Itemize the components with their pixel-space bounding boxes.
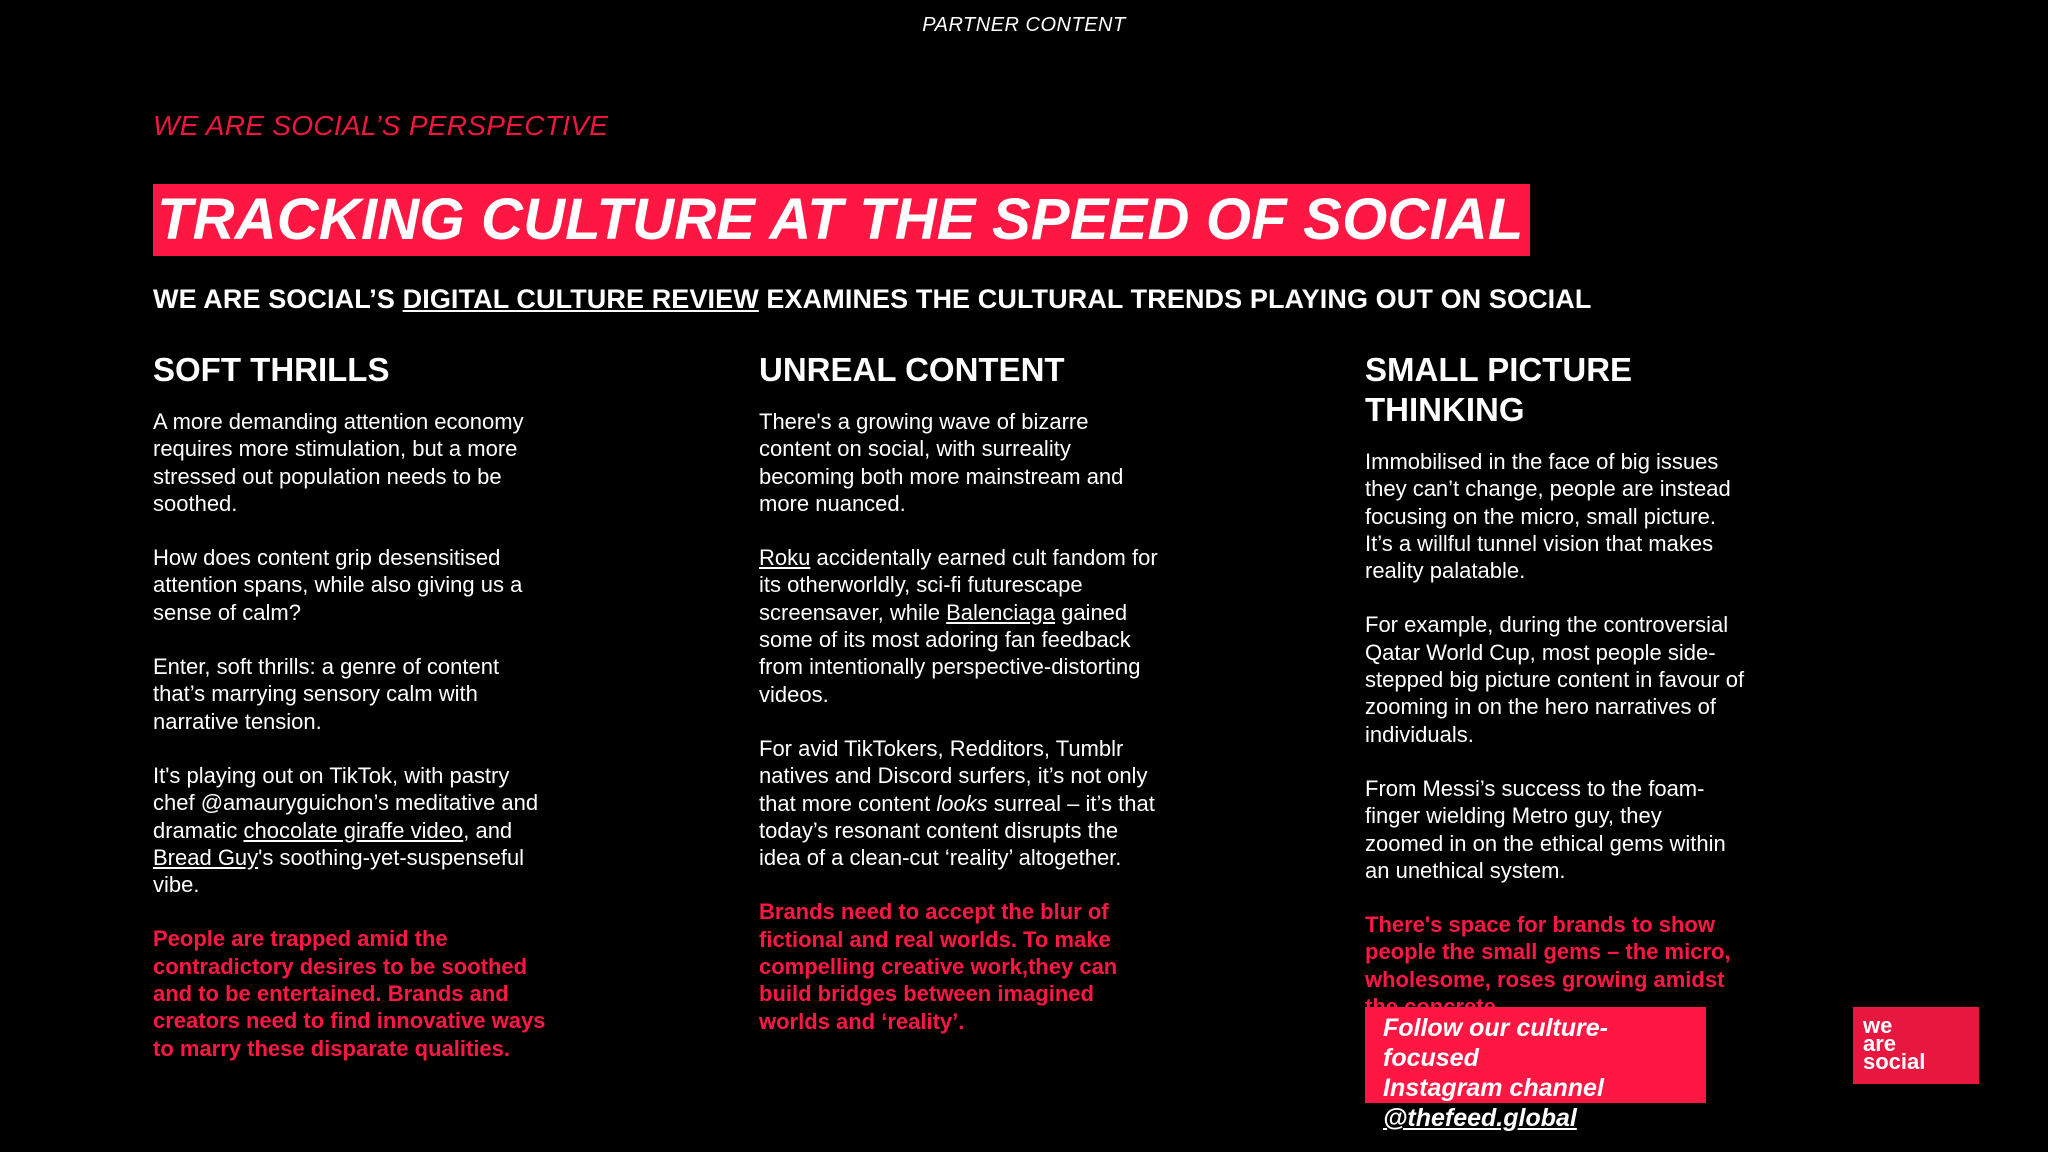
paragraph: A more demanding attention economy requires more stimulation, but a more stressed out population needs to be soothed.: [153, 409, 524, 516]
paragraph: How does content grip desensitised attention spans, while also giving us a sense of calm?: [153, 545, 523, 625]
balenciaga-link[interactable]: Balenciaga: [946, 599, 1055, 625]
partner-content-label: PARTNER CONTENT: [922, 14, 1126, 36]
subhead-suffix: EXAMINES THE CULTURAL TRENDS PLAYING OUT ON SOCIAL: [758, 284, 1592, 314]
column-title: SOFT THRILLS: [153, 351, 390, 388]
cta-line: Instagram channel: [1383, 1074, 1604, 1102]
digital-culture-review-link[interactable]: DIGITAL CULTURE REVIEW: [402, 284, 759, 314]
section-kicker: WE ARE SOCIAL’S PERSPECTIVE: [153, 110, 609, 141]
we-are-social-logo: [1853, 1007, 1979, 1084]
paragraph: [759, 544, 1159, 708]
bread-guy-link[interactable]: Bread Guy: [153, 844, 259, 870]
text: gained some of its most adoring fan feedback from intentionally perspective-distorting videos.: [759, 599, 1141, 707]
paragraph: [759, 735, 1159, 871]
subheadline: [153, 284, 1591, 315]
takeaway-text: Brands need to accept the blur of fictional and real worlds. To make compelling creative work,they can build bridges between imagined worlds and ‘reality’.: [759, 899, 1118, 1034]
column-title: UNREAL CONTENT: [759, 351, 1065, 388]
page-title: TRACKING CULTURE AT THE SPEED OF SOCIAL: [153, 184, 1530, 256]
paragraph: Immobilised in the face of big issues they can’t change, people are instead focusing on the micro, small picture. It’s a willful tunnel vision that makes reality palatable.: [1365, 449, 1731, 584]
text: , and: [463, 817, 513, 843]
text: 's soothing-yet-suspenseful vibe.: [153, 844, 525, 898]
roku-link[interactable]: Roku: [759, 545, 811, 571]
chocolate-giraffe-video-link[interactable]: chocolate giraffe video: [243, 817, 464, 843]
text: For avid TikTokers, Redditors, Tumblr natives and Discord surfers, it’s not only that more content: [759, 735, 1148, 816]
takeaway-text: There's space for brands to show people the small gems – the micro, wholesome, roses growing amidst: [1365, 912, 1731, 992]
instagram-cta-button[interactable]: [1365, 1007, 1706, 1132]
text: It's playing out on TikTok, with pastry chef @amauryguichon’s meditative and dramatic: [153, 762, 539, 843]
text: accidentally earned cult fandom for its otherworldly, sci-fi futurescape screensaver, while: [759, 545, 1158, 625]
paragraph: For example, during the controversial Qatar World Cup, most people side-stepped big picture content in favour of zooming in on the hero narratives of individuals.: [1365, 612, 1745, 747]
emphasis-text: looks: [936, 790, 988, 816]
logo-line: are: [1863, 1031, 1897, 1056]
paragraph: From Messi’s success to the foam-finger wielding Metro guy, they zoomed in on the ethical gems within an unethical system.: [1365, 775, 1726, 883]
text: surreal – it’s that today’s resonant content disrupts the idea of a clean-cut ‘reality’ altogether.: [759, 790, 1155, 871]
logo-line: we: [1863, 1013, 1893, 1038]
column-small-picture-thinking: [1365, 350, 1795, 1047]
takeaway-text: People are trapped amid the contradictory desires to be soothed and to be entertained. Brands and creators need to find innovative ways to marry these disparate qualities.: [153, 926, 546, 1061]
logo-line: social: [1863, 1049, 1926, 1074]
paragraph: There's a growing wave of bizarre content on social, with surreality becoming both more mainstream and more nuanced.: [759, 409, 1124, 516]
instagram-handle-link[interactable]: @thefeed.global: [1383, 1104, 1577, 1132]
paragraph: Enter, soft thrills: a genre of content that’s marrying sensory calm with narrative tension.: [153, 654, 500, 734]
column-unreal-content: [759, 350, 1159, 1062]
subhead-prefix: WE ARE SOCIAL’S: [153, 284, 403, 314]
cta-line: Follow our culture-focused: [1383, 1014, 1608, 1072]
paragraph: [153, 762, 553, 898]
column-soft-thrills: [153, 350, 553, 1089]
column-title: SMALL PICTURE THINKING: [1365, 351, 1633, 428]
